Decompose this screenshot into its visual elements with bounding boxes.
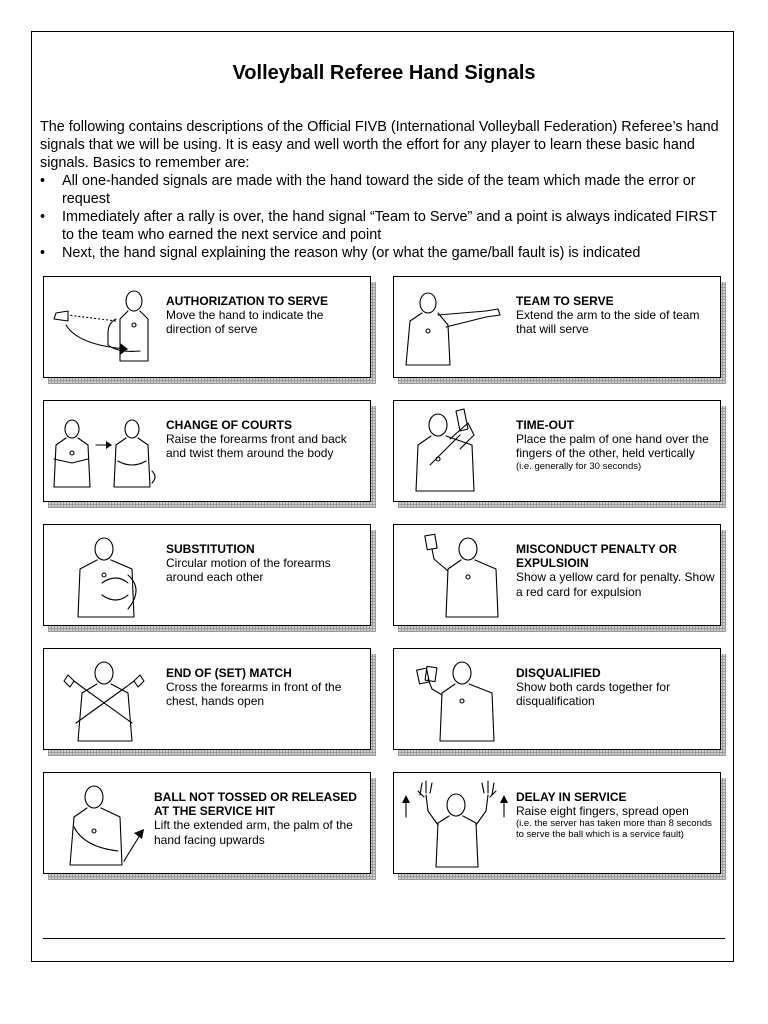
- basics-list-item: • All one-handed signals are made with the hand toward the side of the team which made the error or request: [40, 172, 730, 208]
- delay-in-service-figure: [398, 777, 510, 869]
- intro-section: [40, 118, 730, 262]
- signal-text: [516, 418, 720, 472]
- basics-list-item: • Next, the hand signal explaining the reason why (or what the game/ball fault is) is indicated: [40, 244, 730, 262]
- signal-card-disqualified: [393, 648, 721, 750]
- signal-heading: TEAM TO SERVE: [516, 294, 614, 308]
- signal-description: Raise eight fingers, spread open: [516, 804, 689, 819]
- card-box: [43, 400, 371, 502]
- page-title: Volleyball Referee Hand Signals: [232, 62, 536, 84]
- signal-card-substitution: [43, 524, 371, 626]
- card-box: [393, 524, 721, 626]
- team-to-serve-figure: [398, 281, 510, 373]
- basics-list-item: • Immediately after a rally is over, the hand signal “Team to Serve” and a point is always indicated FIRST to the team who earned the next service and point: [40, 208, 730, 244]
- signal-heading: SUBSTITUTION: [166, 542, 255, 556]
- signal-heading: DELAY IN SERVICE: [516, 790, 627, 804]
- signal-card-end-of-match: [43, 648, 371, 750]
- signal-description: Lift the extended arm, the palm of the hand facing upwards: [154, 818, 353, 847]
- bottom-divider: [43, 938, 725, 939]
- disqualified-figure: [398, 653, 510, 745]
- signal-heading: MISCONDUCT PENALTY OR EXPULSIOIN: [516, 542, 677, 571]
- authorization-to-serve-figure: [48, 281, 160, 373]
- signal-card-authorization-to-serve: [43, 276, 371, 378]
- signal-description: Circular motion of the forearms around each other: [166, 556, 331, 585]
- intro-paragraph: The following contains descriptions of the Official FIVB (International Volleyball Federation) Referee’s hand signals that we will be using. It is easy and well worth the effort for any player to learn these basic hand signals. Basics to remember are:: [40, 119, 719, 171]
- signal-text: [516, 666, 720, 709]
- card-box: [43, 648, 371, 750]
- card-box: [393, 648, 721, 750]
- signal-description: Raise the forearms front and back and twist them around the body: [166, 432, 347, 461]
- substitution-figure: [48, 529, 160, 621]
- signal-text: [166, 542, 370, 585]
- card-box: [43, 524, 371, 626]
- signal-text: [166, 294, 370, 337]
- misconduct-penalty-figure: [398, 529, 510, 621]
- time-out-figure: [398, 405, 510, 497]
- signal-heading: CHANGE OF COURTS: [166, 418, 292, 432]
- card-box: [393, 772, 721, 874]
- card-box: [393, 400, 721, 502]
- signal-card-delay-in-service: [393, 772, 721, 874]
- card-box: [43, 772, 371, 874]
- signal-card-time-out: [393, 400, 721, 502]
- signal-card-team-to-serve: [393, 276, 721, 378]
- signal-text: [516, 790, 720, 840]
- signal-description: Place the palm of one hand over the fingers of the other, held vertically: [516, 432, 709, 461]
- signal-heading: DISQUALIFIED: [516, 666, 601, 680]
- signal-description: Show a yellow card for penalty. Show a red card for expulsion: [516, 570, 715, 599]
- signal-card-change-of-courts: [43, 400, 371, 502]
- ball-not-tossed-figure: [48, 777, 160, 869]
- signal-text: [516, 294, 720, 337]
- end-of-match-figure: [48, 653, 160, 745]
- signal-heading: END OF (SET) MATCH: [166, 666, 292, 680]
- signal-note: (i.e. the server has taken more than 8 seconds to serve the ball which is a service fault): [516, 818, 712, 841]
- card-box: [43, 276, 371, 378]
- signal-description: Extend the arm to the side of team that will serve: [516, 308, 700, 337]
- signal-description: Show both cards together for disqualification: [516, 680, 671, 709]
- change-of-courts-figure: [48, 405, 160, 497]
- signal-text: [166, 666, 370, 709]
- signal-description: Cross the forearms in front of the chest, hands open: [166, 680, 342, 709]
- signal-note: (i.e. generally for 30 seconds): [516, 460, 642, 472]
- card-box: [393, 276, 721, 378]
- basics-list: [40, 172, 730, 262]
- signal-heading: TIME-OUT: [516, 418, 574, 432]
- signal-text: [154, 790, 370, 847]
- signal-text: [166, 418, 370, 461]
- signal-heading: BALL NOT TOSSED OR RELEASED AT THE SERVICE HIT: [154, 790, 357, 819]
- signal-card-misconduct-penalty: [393, 524, 721, 626]
- signal-heading: AUTHORIZATION TO SERVE: [166, 294, 329, 308]
- signal-text: [516, 542, 720, 599]
- signal-description: Move the hand to indicate the direction of serve: [166, 308, 324, 337]
- signal-card-ball-not-tossed: [43, 772, 371, 874]
